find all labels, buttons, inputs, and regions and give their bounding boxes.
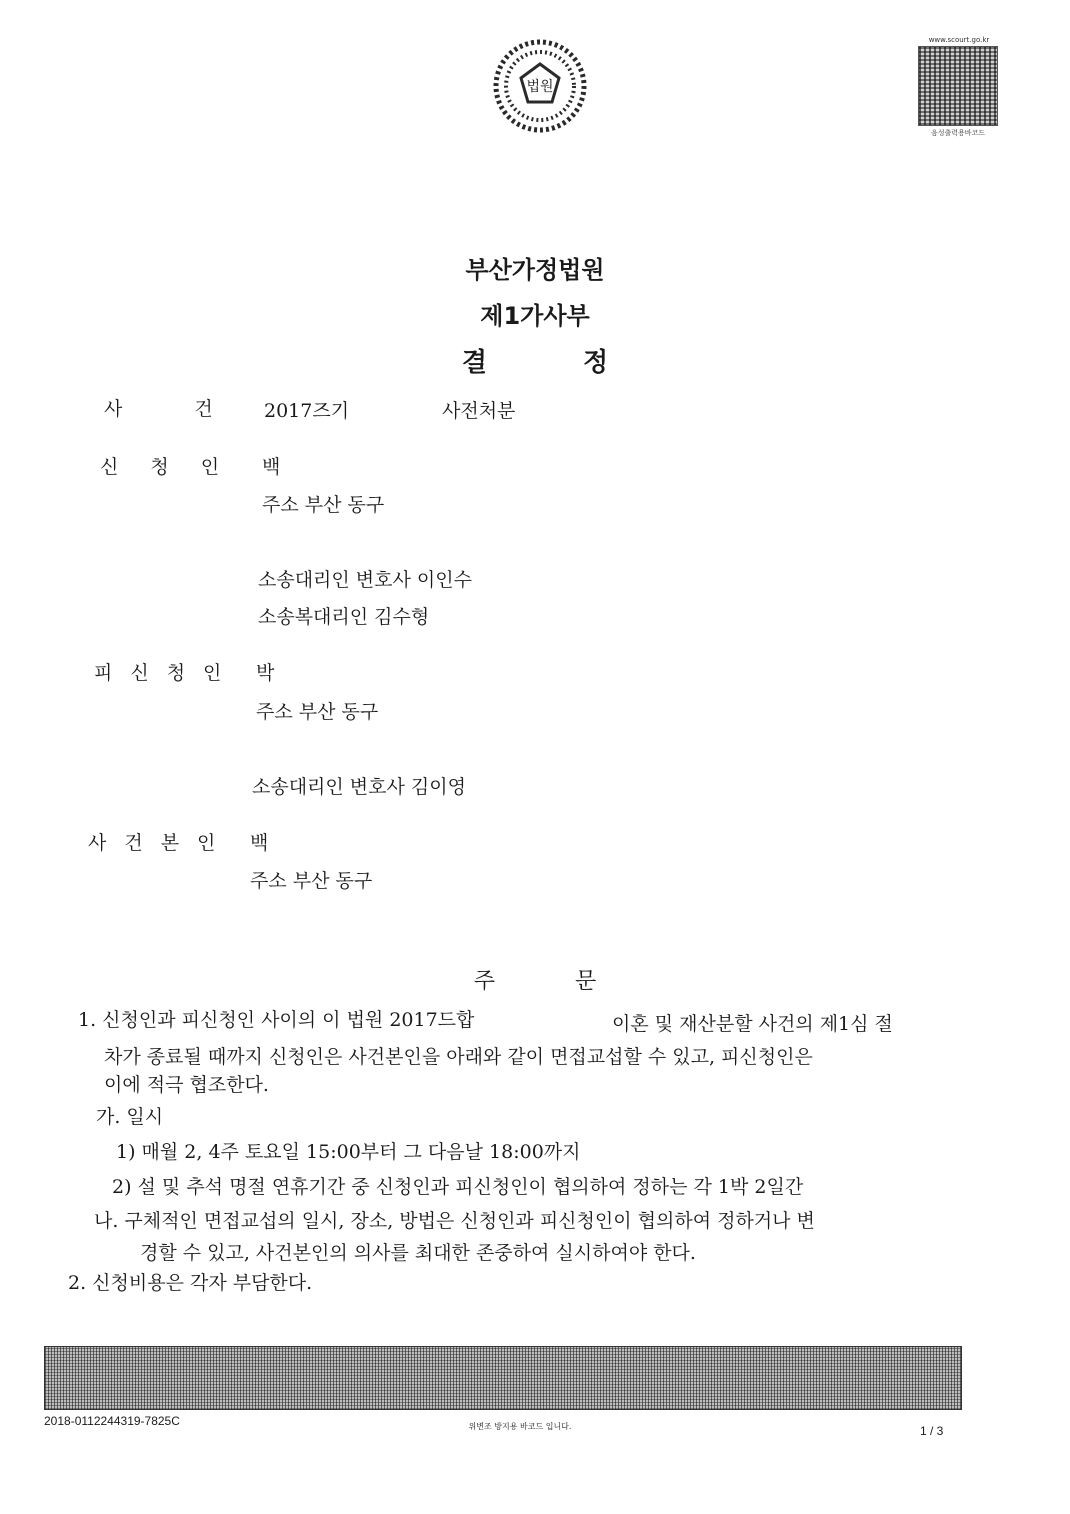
seal-text: 법원 — [526, 79, 554, 95]
case-label: 사건 — [104, 398, 285, 420]
case-name: 사전처분 — [442, 400, 516, 422]
applicant-address: 주소 부산 동구 — [262, 494, 385, 516]
document-number: 2018-0112244319-7825C — [44, 1414, 180, 1428]
order-title: 주문 — [473, 969, 677, 994]
respondent-label: 피신청인 — [94, 662, 240, 684]
order-na-line2: 경할 수 있고, 사건본인의 의사를 최대한 존중하여 실시하여야 한다. — [140, 1242, 696, 1264]
order-ga-1: 1) 매월 2, 4주 토요일 15:00부터 그 다음날 18:00까지 — [116, 1141, 581, 1163]
order-1-line3: 이에 적극 협조한다. — [104, 1074, 269, 1096]
order-1-line1a: 1. 신청인과 피신청인 사이의 이 법원 2017드합 — [78, 1009, 475, 1031]
order-2: 2. 신청비용은 각자 부담한다. — [68, 1272, 313, 1294]
principal-label: 사건본인 — [88, 832, 234, 854]
qr-url: www.scourt.go.kr — [928, 36, 990, 44]
applicant-label: 신청인 — [100, 456, 252, 478]
order-ga: 가. 일시 — [96, 1106, 164, 1128]
applicant-sub-agent: 소송복대리인 김수형 — [258, 606, 430, 628]
applicant-name: 백 — [262, 456, 281, 478]
page-number: 1 / 3 — [920, 1424, 944, 1438]
court-seal-icon — [492, 38, 588, 134]
respondent-agent: 소송대리인 변호사 김이영 — [252, 776, 466, 798]
barcode-note: 위변조 방지용 바코드 입니다. — [468, 1422, 572, 1431]
court-name: 부산가정법원 — [465, 256, 605, 284]
order-na-line1: 나. 구체적인 면접교섭의 일시, 장소, 방법은 신청인과 피신청인이 협의하여 정하거나 변 — [94, 1210, 815, 1232]
division-name: 제1가사부 — [480, 302, 590, 330]
principal-name: 백 — [250, 832, 269, 854]
order-1-line2: 차가 종료될 때까지 신청인은 사건본인을 아래와 같이 면접교섭할 수 있고, 피신청인은 — [104, 1046, 813, 1068]
case-number: 2017즈기 — [264, 400, 350, 422]
respondent-address: 주소 부산 동구 — [256, 701, 379, 723]
principal-address: 주소 부산 동구 — [250, 870, 373, 892]
order-1-line1b: 이혼 및 재산분할 사건의 제1심 절 — [612, 1013, 893, 1035]
respondent-name: 박 — [256, 662, 275, 684]
qr-code-icon — [918, 46, 998, 126]
qr-caption: 음성출력용바코드 — [930, 129, 986, 137]
order-ga-2: 2) 설 및 추석 명절 연휴기간 중 신청인과 피신청인이 협의하여 정하는 각 1박 2일간 — [112, 1176, 804, 1198]
anti-forgery-barcode-icon — [44, 1346, 962, 1410]
applicant-agent: 소송대리인 변호사 이인수 — [258, 569, 472, 591]
document-type: 결정 — [461, 348, 705, 378]
